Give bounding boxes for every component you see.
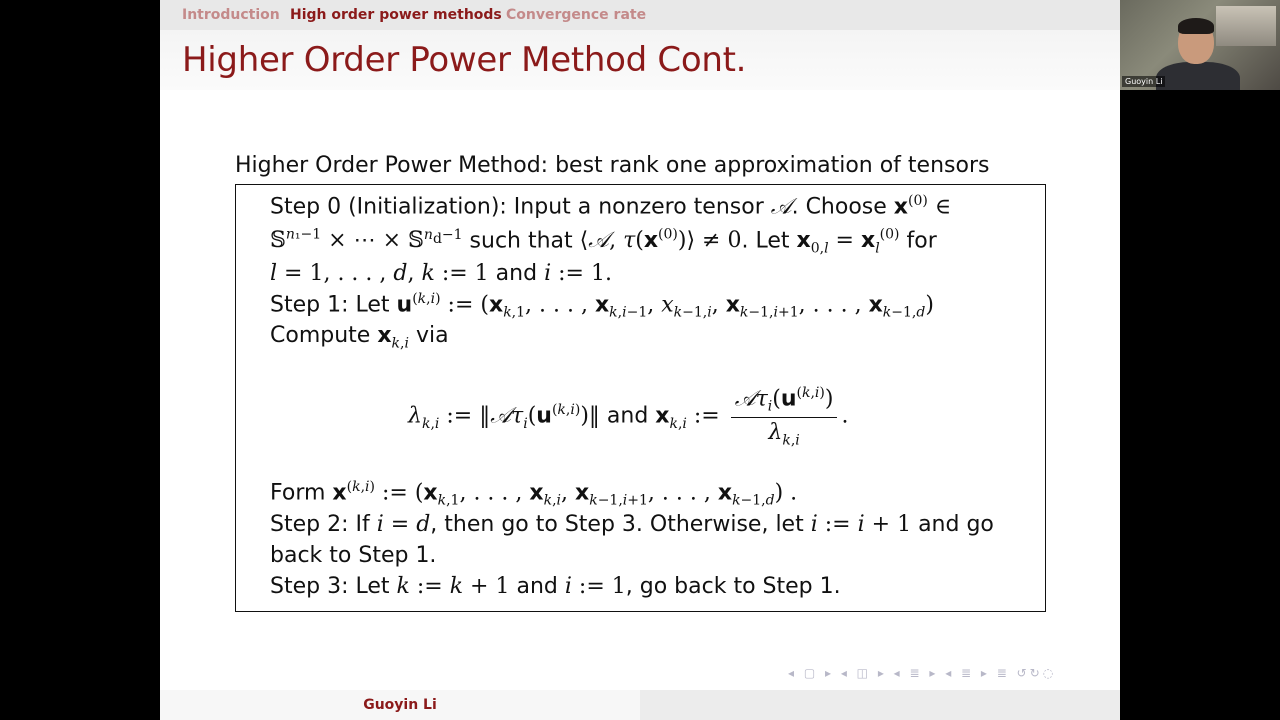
and-text-3: and	[516, 574, 558, 599]
step2-line1: Step 2: If i = d, then go to Step 3. Otherwise, let i := i + 1 and go	[270, 512, 994, 537]
slide	[160, 0, 1120, 720]
step2-text-d: back to Step 1.	[270, 543, 437, 568]
math-tensor-a: 𝒜	[770, 194, 792, 220]
video-person-hair	[1178, 18, 1214, 34]
step1-line2: Compute $x_{k,i}$ via	[270, 323, 449, 352]
step0-line3: l = 1, . . . , d, k := 1 and i := 1.	[270, 261, 612, 286]
video-person-body	[1156, 62, 1240, 90]
step3-text-b: , go back to Step 1.	[625, 574, 841, 599]
section-navbar	[160, 0, 1120, 30]
step1-text-a: Step 1: Let	[270, 292, 390, 318]
via-text: via	[415, 323, 449, 348]
math-inner-product: ⟨𝒜, $\tau(x^{(0)})⟩ \ne 0$	[579, 227, 742, 254]
step3-line: Step 3: Let k := k + 1 and i := 1, go back to Step 1.	[270, 574, 841, 599]
math-x0l: $x_{0,l} = x_l^{(0)}$	[796, 227, 900, 257]
and-text-2: and	[606, 403, 649, 429]
display-formula: $\lambda_{k,i}$ := $‖𝒜\tau_i(u^{(k,i)})‖$ and $x_{k,i}$ := $\frac{𝒜\tau_i(u^{(k,i)})}{\lambda_{k,i}}$ .	[408, 385, 849, 449]
math-sup: (0)	[908, 193, 928, 209]
step2-text-a: Step 2: If	[270, 512, 370, 537]
algorithm-heading: Higher Order Power Method: best rank one approximation of tensors	[235, 153, 990, 178]
math-sphere-product: 𝕊$^{n_1-1}$ × ⋯ × 𝕊$^{n_d-1}$	[270, 227, 463, 254]
step1-line1: Step 1: Let $u^{(k,i)}$ := ($x_{k,1}$, . . . , $x_{k,i-1}$, $x_{k-1,i}$, $x_{k-1,i+1}$, . . . , $x_{k-1,d}$)	[270, 291, 934, 321]
step2-text-c: and go	[918, 512, 994, 537]
step0-line2	[270, 227, 937, 257]
nav-section-introduction[interactable]: Introduction	[182, 7, 280, 23]
fraction: $\frac{𝒜\tau_i(u^{(k,i)})}{\lambda_{k,i}}$	[731, 385, 838, 448]
slide-title: Higher Order Power Method Cont.	[182, 40, 747, 80]
step3-text-a: Step 3: Let	[270, 574, 390, 599]
nav-section-high-order-power-methods[interactable]: High order power methods	[290, 7, 502, 23]
step1-text-b: Compute	[270, 323, 371, 348]
step0-text-d: . Let	[741, 228, 790, 254]
algorithm-box	[235, 184, 1046, 612]
step2-line2	[270, 543, 436, 568]
participant-video-thumbnail[interactable]	[1120, 0, 1280, 90]
form-line: Form $x^{(k,i)}$ := ($x_{k,1}$, . . . , $x_{k,i}$, $x_{k-1,i+1}$, . . . , $x_{k-1,d}$) .	[270, 479, 798, 509]
and-text-1: and	[495, 261, 538, 286]
step0-line1: Step 0 (Initialization): Input a nonzero tensor 𝒜. Choose $x^{(0)}$ ∈	[270, 193, 952, 220]
participant-name-label: Guoyin Li	[1122, 76, 1165, 87]
step0-text-a: Step 0 (Initialization): Input a nonzero tensor	[270, 194, 764, 220]
step0-text-c: such that	[469, 228, 573, 254]
nav-section-convergence-rate[interactable]: Convergence rate	[506, 7, 647, 23]
step2-text-b: , then go to Step 3. Otherwise, let	[430, 512, 804, 537]
step0-text-b: . Choose	[791, 194, 887, 220]
footer-author: Guoyin Li	[160, 690, 640, 720]
form-text: Form	[270, 480, 326, 506]
video-background-shelf	[1216, 6, 1276, 46]
math-x0: x	[893, 194, 908, 220]
step0-text-e: for	[906, 228, 937, 254]
beamer-navigation-controls[interactable]: ◂ ▢ ▸ ◂ ◫ ▸ ◂ ≣ ▸ ◂ ≣ ▸ ≣ ↺↻◌	[788, 666, 1057, 680]
footer-bar	[160, 690, 1120, 720]
title-bar	[160, 30, 1120, 90]
